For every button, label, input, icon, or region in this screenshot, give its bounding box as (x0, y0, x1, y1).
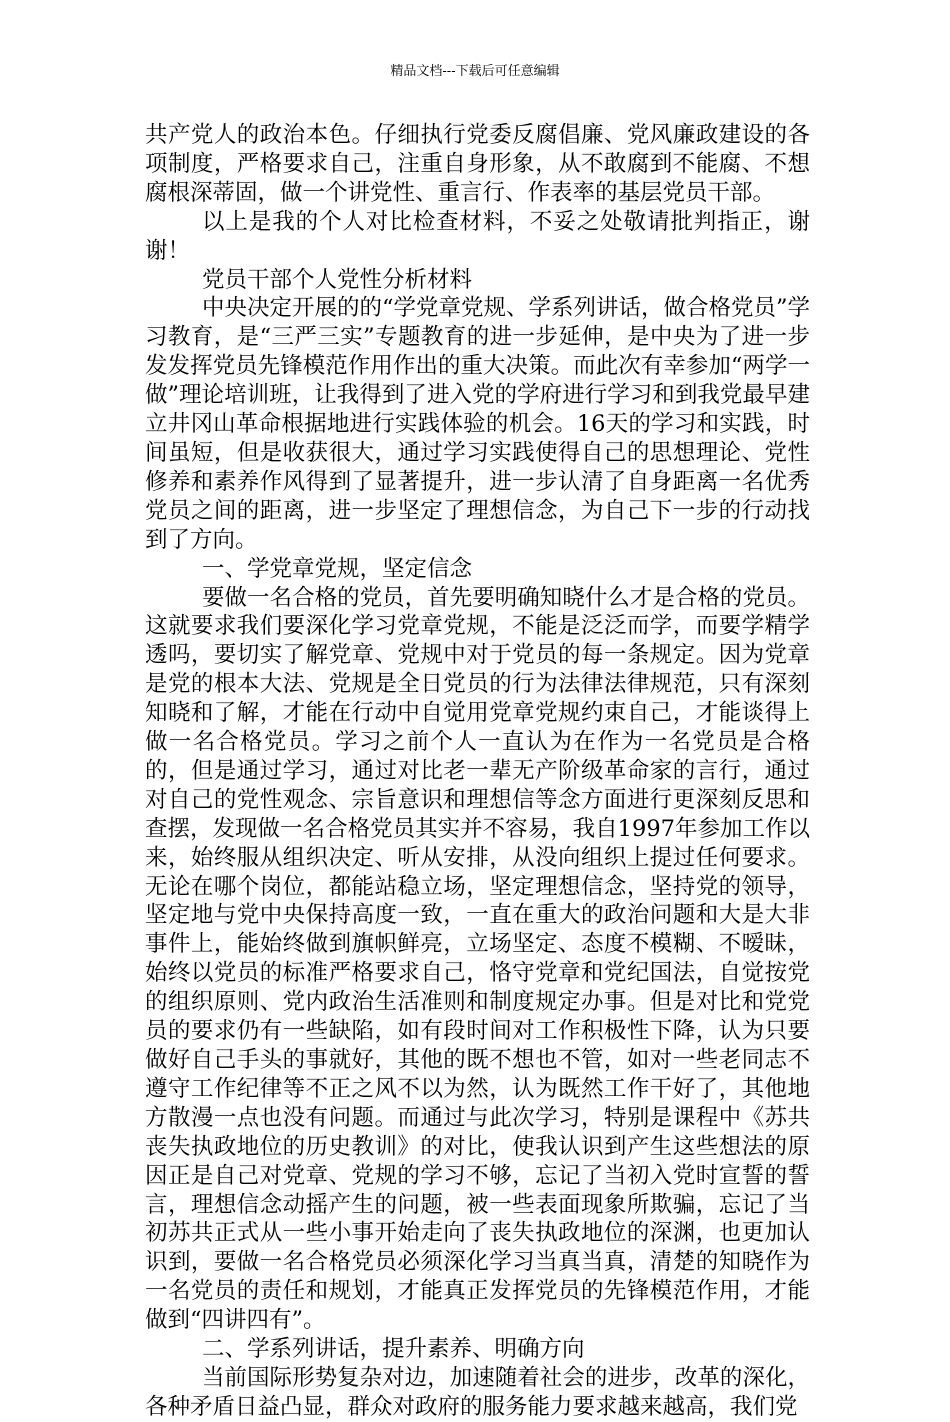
document-title: 党员干部个人党性分析材料 (202, 266, 473, 293)
section-heading-1: 一、学党章党规，坚定信念 (202, 555, 473, 582)
paragraph-4: 要做一名合格的党员，首先要明确知晓什么才是合格的党员。这就要求我们要深化学习党章党规，不能是泛泛而学，而要学精学透吗，要切实了解党章、党规中对于党员的每一条规定。因为党章是党的根本大法、党规是全日党员的行为法律法律规范，只有深刻知晓和了解，才能在行动中自觉用党章党规约束自己，才能谈得上做一名合格党员。学习之前个人一直认为在作为一名党员是合格的，但是通过学习，通过对比老一辈无产阶级革命家的言行，通过对自己的党性观念、宗旨意识和理想信等念方面进行更深刻反思和查摆，发现做一名合格党员其实并不容易，我自1997年参加工作以来，始终服从组织决定、听从安排，从没向组织上提过任何要求。无论在哪个岗位，都能站稳立场，坚定理想信念，坚持党的领导，坚定地与党中央保持高度一致，一直在重大的政治问题和大是大非事件上，能始终做到旗帜鲜亮，立场坚定、态度不模糊、不暧昧，始终以党员的标准严格要求自己，恪守党章和党纪国法，自觉按党的组织原则、党内政治生活准则和制度规定办事。但是对比和党党员的要求仍有一些缺陷，如有段时间对工作积极性下降，认为只要做好自己手头的事就好，其他的既不想也不管，如对一些老同志不遵守工作纪律等不正之风不以为然，认为既然工作干好了，其他地方散漫一点也没有问题。而通过与此次学习，特别是课程中《苏共丧失执政地位的历史教训》的对比，使我认识到产生这些想法的原因正是自己对党章、党规的学习不够，忘记了当初入党时宣誓的誓言，理想信念动摇产生的问题，被一些表面现象所欺骗，忘记了当初苏共正式从一些小事开始走向了丧失执政地位的深渊，也更加认识到，要做一名合格党员必须深化学习当真当真，清楚的知晓作为一名党员的责任和规划，才能真正发挥党员的先锋模范作用，才能做到“四讲四有”。 (145, 584, 810, 1334)
paragraph-3: 中央决定开展的的“学党章党规、学系列讲话，做合格党员”学习教育，是“三严三实”专题教育的进一步延伸，是中央为了进一步发发挥党员先锋模范作用作出的重大决策。而此次有幸参加“两学一做”理论培训班，让我得到了进入党的学府进行学习和到我党最早建立井冈山革命根据地进行实践体验的机会。16天的学习和实践，时间虽短，但是收获很大，通过学习实践使得自己的思想理论、党性修养和素养作风得到了显著提升，进一步认清了自身距离一名优秀党员之间的距离，进一步坚定了理想信念，为自己下一步的行动找到了方向。 (145, 295, 811, 553)
paragraph-2: 以上是我的个人对比检查材料，不妥之处敬请批判指正，谢谢！ (145, 208, 810, 264)
document-body (145, 121, 810, 1422)
page-header: 精品文档---下载后可任意编辑 (390, 64, 560, 79)
paragraph-5: 当前国际形势复杂对边，加速随着社会的进步，改革的深化，各种矛盾日益凸显，群众对政府的服务能力要求越来越高，我们党 (145, 1364, 810, 1420)
section-heading-2: 二、学系列讲话，提升素养、明确方向 (202, 1336, 585, 1363)
paragraph-1: 共产党人的政治本色。仔细执行党委反腐倡廉、党风廉政建设的各项制度，严格要求自己，注重自身形象，从不敢腐到不能腐、不想腐根深蒂固，做一个讲党性、重言行、作表率的基层党员干部。 (145, 122, 810, 206)
